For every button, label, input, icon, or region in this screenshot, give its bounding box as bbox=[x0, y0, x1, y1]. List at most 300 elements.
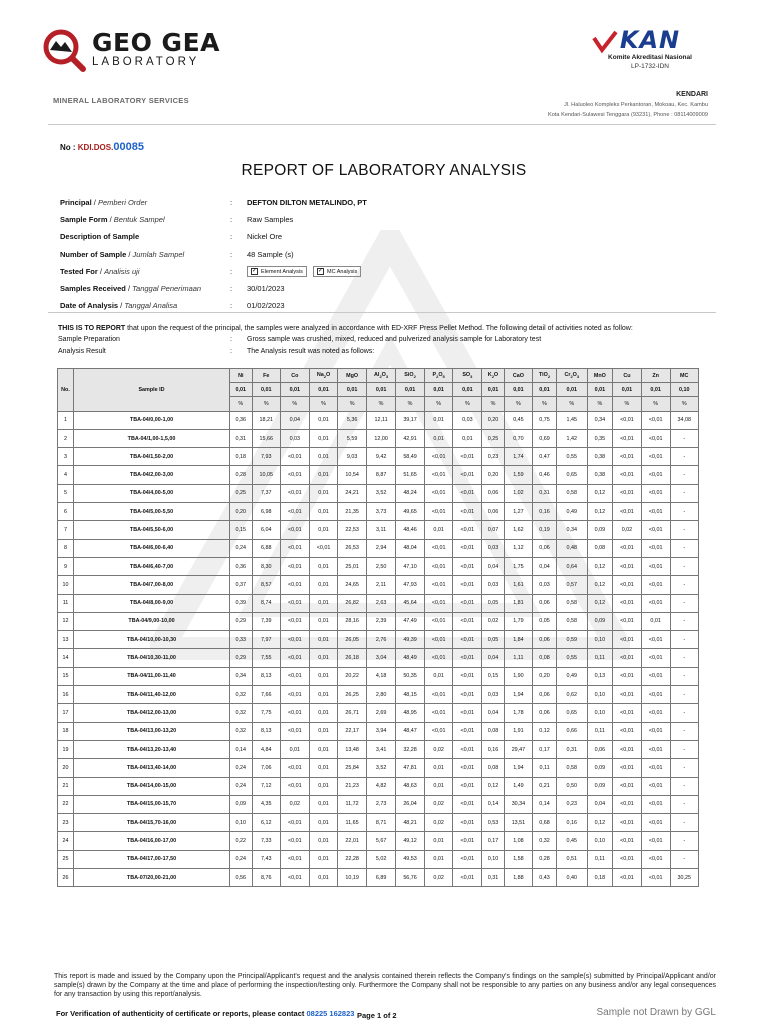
value-cell: 0,01 bbox=[424, 850, 453, 868]
value-cell: - bbox=[670, 722, 699, 740]
address-line2: Kota Kendari-Sulawesi Tenggara (93231), Phone : 08114009009 bbox=[548, 112, 708, 118]
value-cell: 47,93 bbox=[396, 576, 424, 594]
value-cell: 0,25 bbox=[230, 484, 253, 502]
detection-limit-cell: 0,10 bbox=[670, 383, 699, 397]
value-cell: <0,01 bbox=[641, 484, 670, 502]
colon: : bbox=[230, 198, 233, 208]
header-divider bbox=[48, 124, 716, 125]
value-cell: - bbox=[670, 759, 699, 777]
row-number-cell: 14 bbox=[58, 649, 74, 667]
colon: : bbox=[230, 266, 233, 276]
element-symbol: Fe bbox=[263, 372, 270, 379]
value-cell: 0,31 bbox=[556, 740, 587, 758]
value-cell: 0,12 bbox=[533, 722, 557, 740]
element-subscript: 2 bbox=[413, 374, 416, 380]
row-number-cell: 19 bbox=[58, 740, 74, 758]
value-cell: 26,53 bbox=[338, 539, 366, 557]
value-cell: <0,01 bbox=[453, 832, 482, 850]
value-cell: 7,97 bbox=[252, 631, 280, 649]
value-cell: 48,24 bbox=[396, 484, 424, 502]
value-cell: <0,01 bbox=[613, 777, 642, 795]
value-cell: 0,11 bbox=[587, 649, 612, 667]
colon: : bbox=[230, 336, 232, 343]
value-cell: - bbox=[670, 686, 699, 704]
value-cell: 0,24 bbox=[230, 850, 253, 868]
value-cell: <0,01 bbox=[641, 594, 670, 612]
sample-id-cell: TBA-04/11,40-12,00 bbox=[74, 686, 230, 704]
result-label: Analysis Result bbox=[58, 347, 106, 355]
value-cell: 8,57 bbox=[252, 576, 280, 594]
sample-id-cell: TBA-04/9,00-10,00 bbox=[74, 612, 230, 630]
value-cell: 48,15 bbox=[396, 686, 424, 704]
col-header-element bbox=[533, 369, 557, 383]
value-cell: <0,01 bbox=[280, 631, 309, 649]
row-number-cell: 21 bbox=[58, 777, 74, 795]
value-cell: <0,01 bbox=[453, 576, 482, 594]
table-row bbox=[58, 631, 699, 649]
value-cell: 4,18 bbox=[366, 667, 396, 685]
value-cell: 1,91 bbox=[504, 722, 532, 740]
value-cell: - bbox=[670, 594, 699, 612]
value-cell: <0,01 bbox=[280, 667, 309, 685]
unit-cell: % bbox=[587, 397, 612, 411]
value-cell: 0,58 bbox=[556, 594, 587, 612]
row-number-cell: 6 bbox=[58, 503, 74, 521]
value-cell: 0,29 bbox=[230, 649, 253, 667]
detection-limit-cell: 0,01 bbox=[533, 383, 557, 397]
value-cell: <0,01 bbox=[280, 777, 309, 795]
row-number-cell: 9 bbox=[58, 557, 74, 575]
value-cell: <0,01 bbox=[453, 759, 482, 777]
value-cell: 0,38 bbox=[587, 466, 612, 484]
table-row bbox=[58, 612, 699, 630]
value-cell: 0,06 bbox=[587, 740, 612, 758]
value-cell: 0,01 bbox=[424, 667, 453, 685]
value-cell: <0,01 bbox=[613, 557, 642, 575]
row-number-cell: 18 bbox=[58, 722, 74, 740]
value-cell: 48,04 bbox=[396, 539, 424, 557]
row-number-cell: 25 bbox=[58, 850, 74, 868]
value-cell: 8,76 bbox=[252, 868, 280, 886]
sample-id-cell: TBA-04/14,00-15,00 bbox=[74, 777, 230, 795]
value-cell: 4,35 bbox=[252, 795, 280, 813]
value-cell: <0,01 bbox=[280, 612, 309, 630]
value-cell: 0,01 bbox=[309, 667, 338, 685]
value-cell: 0,02 bbox=[424, 740, 453, 758]
value-cell: 22,28 bbox=[338, 850, 366, 868]
value-cell: <0,01 bbox=[641, 850, 670, 868]
value-cell: <0,01 bbox=[613, 484, 642, 502]
tested-option-element-label: Element Analysis bbox=[261, 268, 303, 275]
detection-limit-cell: 0,01 bbox=[309, 383, 338, 397]
row-number-cell: 2 bbox=[58, 429, 74, 447]
colon: : bbox=[230, 301, 233, 311]
value-cell: <0,01 bbox=[453, 521, 482, 539]
value-cell: <0,01 bbox=[453, 704, 482, 722]
number-value: 48 Sample (s) bbox=[247, 249, 294, 259]
col-header-element bbox=[396, 369, 424, 383]
value-cell: <0,01 bbox=[280, 503, 309, 521]
value-cell: <0,01 bbox=[424, 722, 453, 740]
value-cell: 0,02 bbox=[613, 521, 642, 539]
value-cell: 0,01 bbox=[309, 832, 338, 850]
value-cell: 7,43 bbox=[252, 850, 280, 868]
address-line1: Jl. Haluoleo Kompleks Perkantoran, Mokoau, Kec. Kambu bbox=[564, 102, 708, 108]
value-cell: 6,12 bbox=[252, 814, 280, 832]
value-cell: <0,01 bbox=[641, 576, 670, 594]
col-header-element bbox=[309, 369, 338, 383]
value-cell: <0,01 bbox=[641, 795, 670, 813]
sample-id-cell: TBA-04/6,40-7,00 bbox=[74, 557, 230, 575]
value-cell: 0,04 bbox=[587, 795, 612, 813]
magnifier-logo-icon bbox=[40, 26, 86, 72]
col-header-element bbox=[670, 369, 699, 383]
value-cell: 7,33 bbox=[252, 832, 280, 850]
value-cell: 0,45 bbox=[556, 832, 587, 850]
colon: : bbox=[230, 284, 233, 294]
value-cell: <0,01 bbox=[424, 631, 453, 649]
value-cell: 0,01 bbox=[309, 868, 338, 886]
value-cell: <0,01 bbox=[280, 850, 309, 868]
value-cell: 0,33 bbox=[230, 631, 253, 649]
value-cell: <0,01 bbox=[613, 576, 642, 594]
col-header-element bbox=[366, 369, 396, 383]
sample-id-cell: TBA-04/15,00-15,70 bbox=[74, 795, 230, 813]
detection-limit-cell: 0,01 bbox=[482, 383, 505, 397]
value-cell: 1,74 bbox=[504, 448, 532, 466]
value-cell: <0,01 bbox=[280, 539, 309, 557]
value-cell: <0,01 bbox=[453, 448, 482, 466]
colon: : bbox=[230, 347, 232, 355]
value-cell: - bbox=[670, 503, 699, 521]
element-symbol: Cu bbox=[623, 372, 631, 379]
col-header-element bbox=[280, 369, 309, 383]
value-cell: <0,01 bbox=[453, 850, 482, 868]
value-cell: 0,37 bbox=[230, 576, 253, 594]
value-cell: 11,72 bbox=[338, 795, 366, 813]
value-cell: - bbox=[670, 631, 699, 649]
value-cell: 0,10 bbox=[587, 686, 612, 704]
col-header-element bbox=[482, 369, 505, 383]
checkbox-checked-icon: ✓ bbox=[252, 267, 258, 274]
value-cell: 49,39 bbox=[396, 631, 424, 649]
table-row bbox=[58, 557, 699, 575]
doc-number bbox=[60, 141, 144, 153]
value-cell: <0,01 bbox=[641, 429, 670, 447]
value-cell: 48,95 bbox=[396, 704, 424, 722]
value-cell: 0,09 bbox=[587, 759, 612, 777]
colon: : bbox=[230, 249, 233, 259]
value-cell: 0,11 bbox=[587, 722, 612, 740]
value-cell: <0,01 bbox=[613, 704, 642, 722]
value-cell: 0,01 bbox=[309, 594, 338, 612]
report-statement bbox=[58, 323, 708, 357]
value-cell: 0,65 bbox=[556, 466, 587, 484]
table-row bbox=[58, 503, 699, 521]
element-symbol: Al bbox=[374, 372, 380, 379]
value-cell: 25,84 bbox=[338, 759, 366, 777]
table-row bbox=[58, 868, 699, 886]
desc-label: Description of Sample bbox=[60, 232, 140, 242]
value-cell: 5,67 bbox=[366, 832, 396, 850]
value-cell: 0,57 bbox=[556, 576, 587, 594]
sample-id-cell: TBA-04/8,00-9,00 bbox=[74, 594, 230, 612]
value-cell: 0,17 bbox=[533, 740, 557, 758]
value-cell: 0,25 bbox=[482, 429, 505, 447]
value-cell: 22,17 bbox=[338, 722, 366, 740]
value-cell: <0,01 bbox=[641, 503, 670, 521]
value-cell: 0,12 bbox=[587, 594, 612, 612]
value-cell: 2,80 bbox=[366, 686, 396, 704]
row-number-cell: 24 bbox=[58, 832, 74, 850]
detection-limit-cell: 0,01 bbox=[587, 383, 612, 397]
row-number-cell: 13 bbox=[58, 631, 74, 649]
kan-word: KAN bbox=[619, 26, 681, 54]
row-number-cell: 23 bbox=[58, 814, 74, 832]
element-symbol-tail: O bbox=[325, 372, 331, 379]
value-cell: 0,01 bbox=[424, 759, 453, 777]
value-cell: 30,25 bbox=[670, 868, 699, 886]
detection-limit-cell: 0,01 bbox=[453, 383, 482, 397]
value-cell: 0,19 bbox=[533, 521, 557, 539]
value-cell: <0,01 bbox=[424, 686, 453, 704]
element-symbol: TiO bbox=[538, 372, 548, 379]
value-cell: 0,01 bbox=[453, 429, 482, 447]
form-label-id: Bentuk Sampel bbox=[113, 215, 165, 225]
value-cell: <0,01 bbox=[280, 484, 309, 502]
row-number-cell: 26 bbox=[58, 868, 74, 886]
kan-logo bbox=[590, 26, 710, 70]
value-cell: 0,04 bbox=[533, 557, 557, 575]
value-cell: <0,01 bbox=[453, 649, 482, 667]
value-cell: - bbox=[670, 814, 699, 832]
value-cell: 3,04 bbox=[366, 649, 396, 667]
value-cell: 0,24 bbox=[230, 539, 253, 557]
value-cell: 8,13 bbox=[252, 667, 280, 685]
element-symbol: Na bbox=[316, 372, 324, 379]
value-cell: 21,35 bbox=[338, 503, 366, 521]
value-cell: 8,13 bbox=[252, 722, 280, 740]
unit-cell: % bbox=[613, 397, 642, 411]
value-cell: 0,01 bbox=[424, 777, 453, 795]
value-cell: <0,01 bbox=[613, 631, 642, 649]
value-cell: <0,01 bbox=[641, 740, 670, 758]
value-cell: 6,89 bbox=[366, 868, 396, 886]
received-label-id: Tanggal Penerimaan bbox=[132, 284, 202, 294]
element-symbol: MnO bbox=[593, 372, 606, 379]
verify-phone: 08225 162823 bbox=[306, 1009, 355, 1018]
value-cell: 0,03 bbox=[482, 686, 505, 704]
date-value: 01/02/2023 bbox=[247, 301, 285, 311]
value-cell: 0,04 bbox=[280, 411, 309, 429]
value-cell: 0,09 bbox=[587, 521, 612, 539]
element-subscript: 2 bbox=[436, 374, 439, 380]
value-cell: 0,01 bbox=[309, 429, 338, 447]
value-cell: 0,04 bbox=[482, 704, 505, 722]
value-cell: <0,01 bbox=[641, 704, 670, 722]
value-cell: - bbox=[670, 740, 699, 758]
sample-id-cell: TBA-04/10,00-10,30 bbox=[74, 631, 230, 649]
value-cell: 0,28 bbox=[533, 850, 557, 868]
unit-cell: % bbox=[533, 397, 557, 411]
value-cell: 0,15 bbox=[482, 667, 505, 685]
value-cell: 1,59 bbox=[504, 466, 532, 484]
value-cell: 0,16 bbox=[556, 814, 587, 832]
sample-id-cell: TBA-04/17,00-17,50 bbox=[74, 850, 230, 868]
sample-id-cell: TBA-04/13,20-13,40 bbox=[74, 740, 230, 758]
value-cell: 1,94 bbox=[504, 759, 532, 777]
principal-value: DEFTON DILTON METALINDO, PT bbox=[247, 198, 367, 208]
value-cell: <0,01 bbox=[280, 576, 309, 594]
value-cell: 0,01 bbox=[309, 448, 338, 466]
value-cell: 0,05 bbox=[482, 594, 505, 612]
doc-number-prefix: KDI.DOS. bbox=[77, 143, 114, 152]
kan-check-icon bbox=[592, 30, 618, 54]
verify-text: For Verification of authenticity of certificate or reports, please contact bbox=[56, 1009, 305, 1018]
value-cell: 13,48 bbox=[338, 740, 366, 758]
info-principal bbox=[60, 194, 680, 211]
value-cell: <0,01 bbox=[280, 814, 309, 832]
value-cell: 0,22 bbox=[230, 832, 253, 850]
value-cell: <0,01 bbox=[613, 594, 642, 612]
detection-limit-cell: 0,01 bbox=[230, 383, 253, 397]
value-cell: 0,31 bbox=[482, 868, 505, 886]
value-cell: 1,62 bbox=[504, 521, 532, 539]
value-cell: 0,13 bbox=[587, 667, 612, 685]
row-number-cell: 11 bbox=[58, 594, 74, 612]
value-cell: 1,75 bbox=[504, 557, 532, 575]
header-row-elements bbox=[58, 369, 699, 383]
unit-cell: % bbox=[504, 397, 532, 411]
value-cell: 0,05 bbox=[533, 612, 557, 630]
value-cell: 26,05 bbox=[338, 631, 366, 649]
value-cell: - bbox=[670, 576, 699, 594]
value-cell: 0,08 bbox=[482, 722, 505, 740]
value-cell: 26,82 bbox=[338, 594, 366, 612]
slash: / bbox=[91, 198, 98, 208]
number-label-id: Jumlah Sampel bbox=[132, 249, 185, 259]
value-cell: 4,84 bbox=[252, 740, 280, 758]
value-cell: 22,01 bbox=[338, 832, 366, 850]
detection-limit-cell: 0,01 bbox=[641, 383, 670, 397]
value-cell: <0,01 bbox=[613, 466, 642, 484]
value-cell: 5,59 bbox=[338, 429, 366, 447]
table-row bbox=[58, 594, 699, 612]
row-number-cell: 7 bbox=[58, 521, 74, 539]
value-cell: 20,22 bbox=[338, 667, 366, 685]
row-number-cell: 12 bbox=[58, 612, 74, 630]
value-cell: 0,14 bbox=[482, 795, 505, 813]
detection-limit-cell: 0,01 bbox=[504, 383, 532, 397]
value-cell: 0,15 bbox=[230, 521, 253, 539]
value-cell: <0,01 bbox=[424, 448, 453, 466]
value-cell: <0,01 bbox=[641, 631, 670, 649]
value-cell: 0,32 bbox=[230, 704, 253, 722]
value-cell: 1,27 bbox=[504, 503, 532, 521]
value-cell: 7,12 bbox=[252, 777, 280, 795]
value-cell: <0,01 bbox=[641, 722, 670, 740]
element-symbol-tail: O bbox=[438, 372, 443, 379]
report-text bbox=[58, 323, 708, 334]
unit-cell: % bbox=[396, 397, 424, 411]
value-cell: 0,34 bbox=[587, 411, 612, 429]
prep-row bbox=[58, 334, 708, 346]
value-cell: - bbox=[670, 484, 699, 502]
value-cell: <0,01 bbox=[453, 667, 482, 685]
col-header-element bbox=[252, 369, 280, 383]
value-cell: 0,04 bbox=[482, 557, 505, 575]
value-cell: 0,09 bbox=[587, 777, 612, 795]
value-cell: - bbox=[670, 539, 699, 557]
value-cell: 0,58 bbox=[556, 484, 587, 502]
value-cell: 0,66 bbox=[556, 722, 587, 740]
form-label: Sample Form bbox=[60, 215, 108, 225]
address-block bbox=[548, 90, 708, 120]
value-cell: <0,01 bbox=[641, 832, 670, 850]
value-cell: 2,63 bbox=[366, 594, 396, 612]
value-cell: 0,48 bbox=[556, 539, 587, 557]
value-cell: 30,34 bbox=[504, 795, 532, 813]
detection-limit-cell: 0,01 bbox=[424, 383, 453, 397]
value-cell: - bbox=[670, 557, 699, 575]
value-cell: 0,12 bbox=[587, 484, 612, 502]
value-cell: 0,12 bbox=[587, 557, 612, 575]
unit-cell: % bbox=[252, 397, 280, 411]
value-cell: 21,23 bbox=[338, 777, 366, 795]
value-cell: 0,10 bbox=[230, 814, 253, 832]
value-cell: 0,47 bbox=[533, 448, 557, 466]
value-cell: 8,74 bbox=[252, 594, 280, 612]
value-cell: - bbox=[670, 649, 699, 667]
col-header-element bbox=[613, 369, 642, 383]
sample-id-cell: TBA-04/0,00-1,00 bbox=[74, 411, 230, 429]
value-cell: 0,07 bbox=[482, 521, 505, 539]
value-cell: <0,01 bbox=[453, 484, 482, 502]
sample-id-cell: TBA-04/5,00-5,50 bbox=[74, 503, 230, 521]
value-cell: <0,01 bbox=[613, 429, 642, 447]
form-value: Raw Samples bbox=[247, 215, 294, 225]
verification-note bbox=[56, 1009, 354, 1018]
detection-limit-cell: 0,01 bbox=[556, 383, 587, 397]
value-cell: <0,01 bbox=[424, 539, 453, 557]
slash: / bbox=[97, 266, 105, 276]
detection-limit-cell: 0,01 bbox=[396, 383, 424, 397]
value-cell: <0,01 bbox=[641, 539, 670, 557]
disclaimer: This report is made and issued by the Company upon the Principal/Applicant's request and the analysis contained therein reflects the Company's findings on the sample(s) submitted by Principal/Applicant and/or sample(s) drawn by the Company at the time and place of performing the inspection/testing only. Furthermore the Company shall not be responsible to any parties on any business and/or any legal consequences for any transaction by using this report/analysis. bbox=[54, 973, 716, 998]
value-cell: 1,88 bbox=[504, 868, 532, 886]
row-number-cell: 4 bbox=[58, 466, 74, 484]
value-cell: <0,01 bbox=[280, 704, 309, 722]
tested-label-id: Analisis uji bbox=[104, 266, 140, 276]
value-cell: <0,01 bbox=[641, 686, 670, 704]
value-cell: <0,01 bbox=[613, 503, 642, 521]
date-label-id: Tanggal Analisa bbox=[124, 301, 178, 311]
value-cell: 0,24 bbox=[230, 777, 253, 795]
value-cell: 0,01 bbox=[309, 411, 338, 429]
value-cell: 0,12 bbox=[587, 576, 612, 594]
table-row bbox=[58, 832, 699, 850]
company-logo bbox=[40, 26, 220, 72]
value-cell: 0,10 bbox=[587, 832, 612, 850]
value-cell: 1,79 bbox=[504, 612, 532, 630]
info-number bbox=[60, 246, 680, 263]
value-cell: 0,59 bbox=[556, 631, 587, 649]
value-cell: 28,16 bbox=[338, 612, 366, 630]
value-cell: - bbox=[670, 795, 699, 813]
value-cell: 0,32 bbox=[230, 686, 253, 704]
value-cell: 0,12 bbox=[587, 503, 612, 521]
value-cell: 0,08 bbox=[533, 649, 557, 667]
